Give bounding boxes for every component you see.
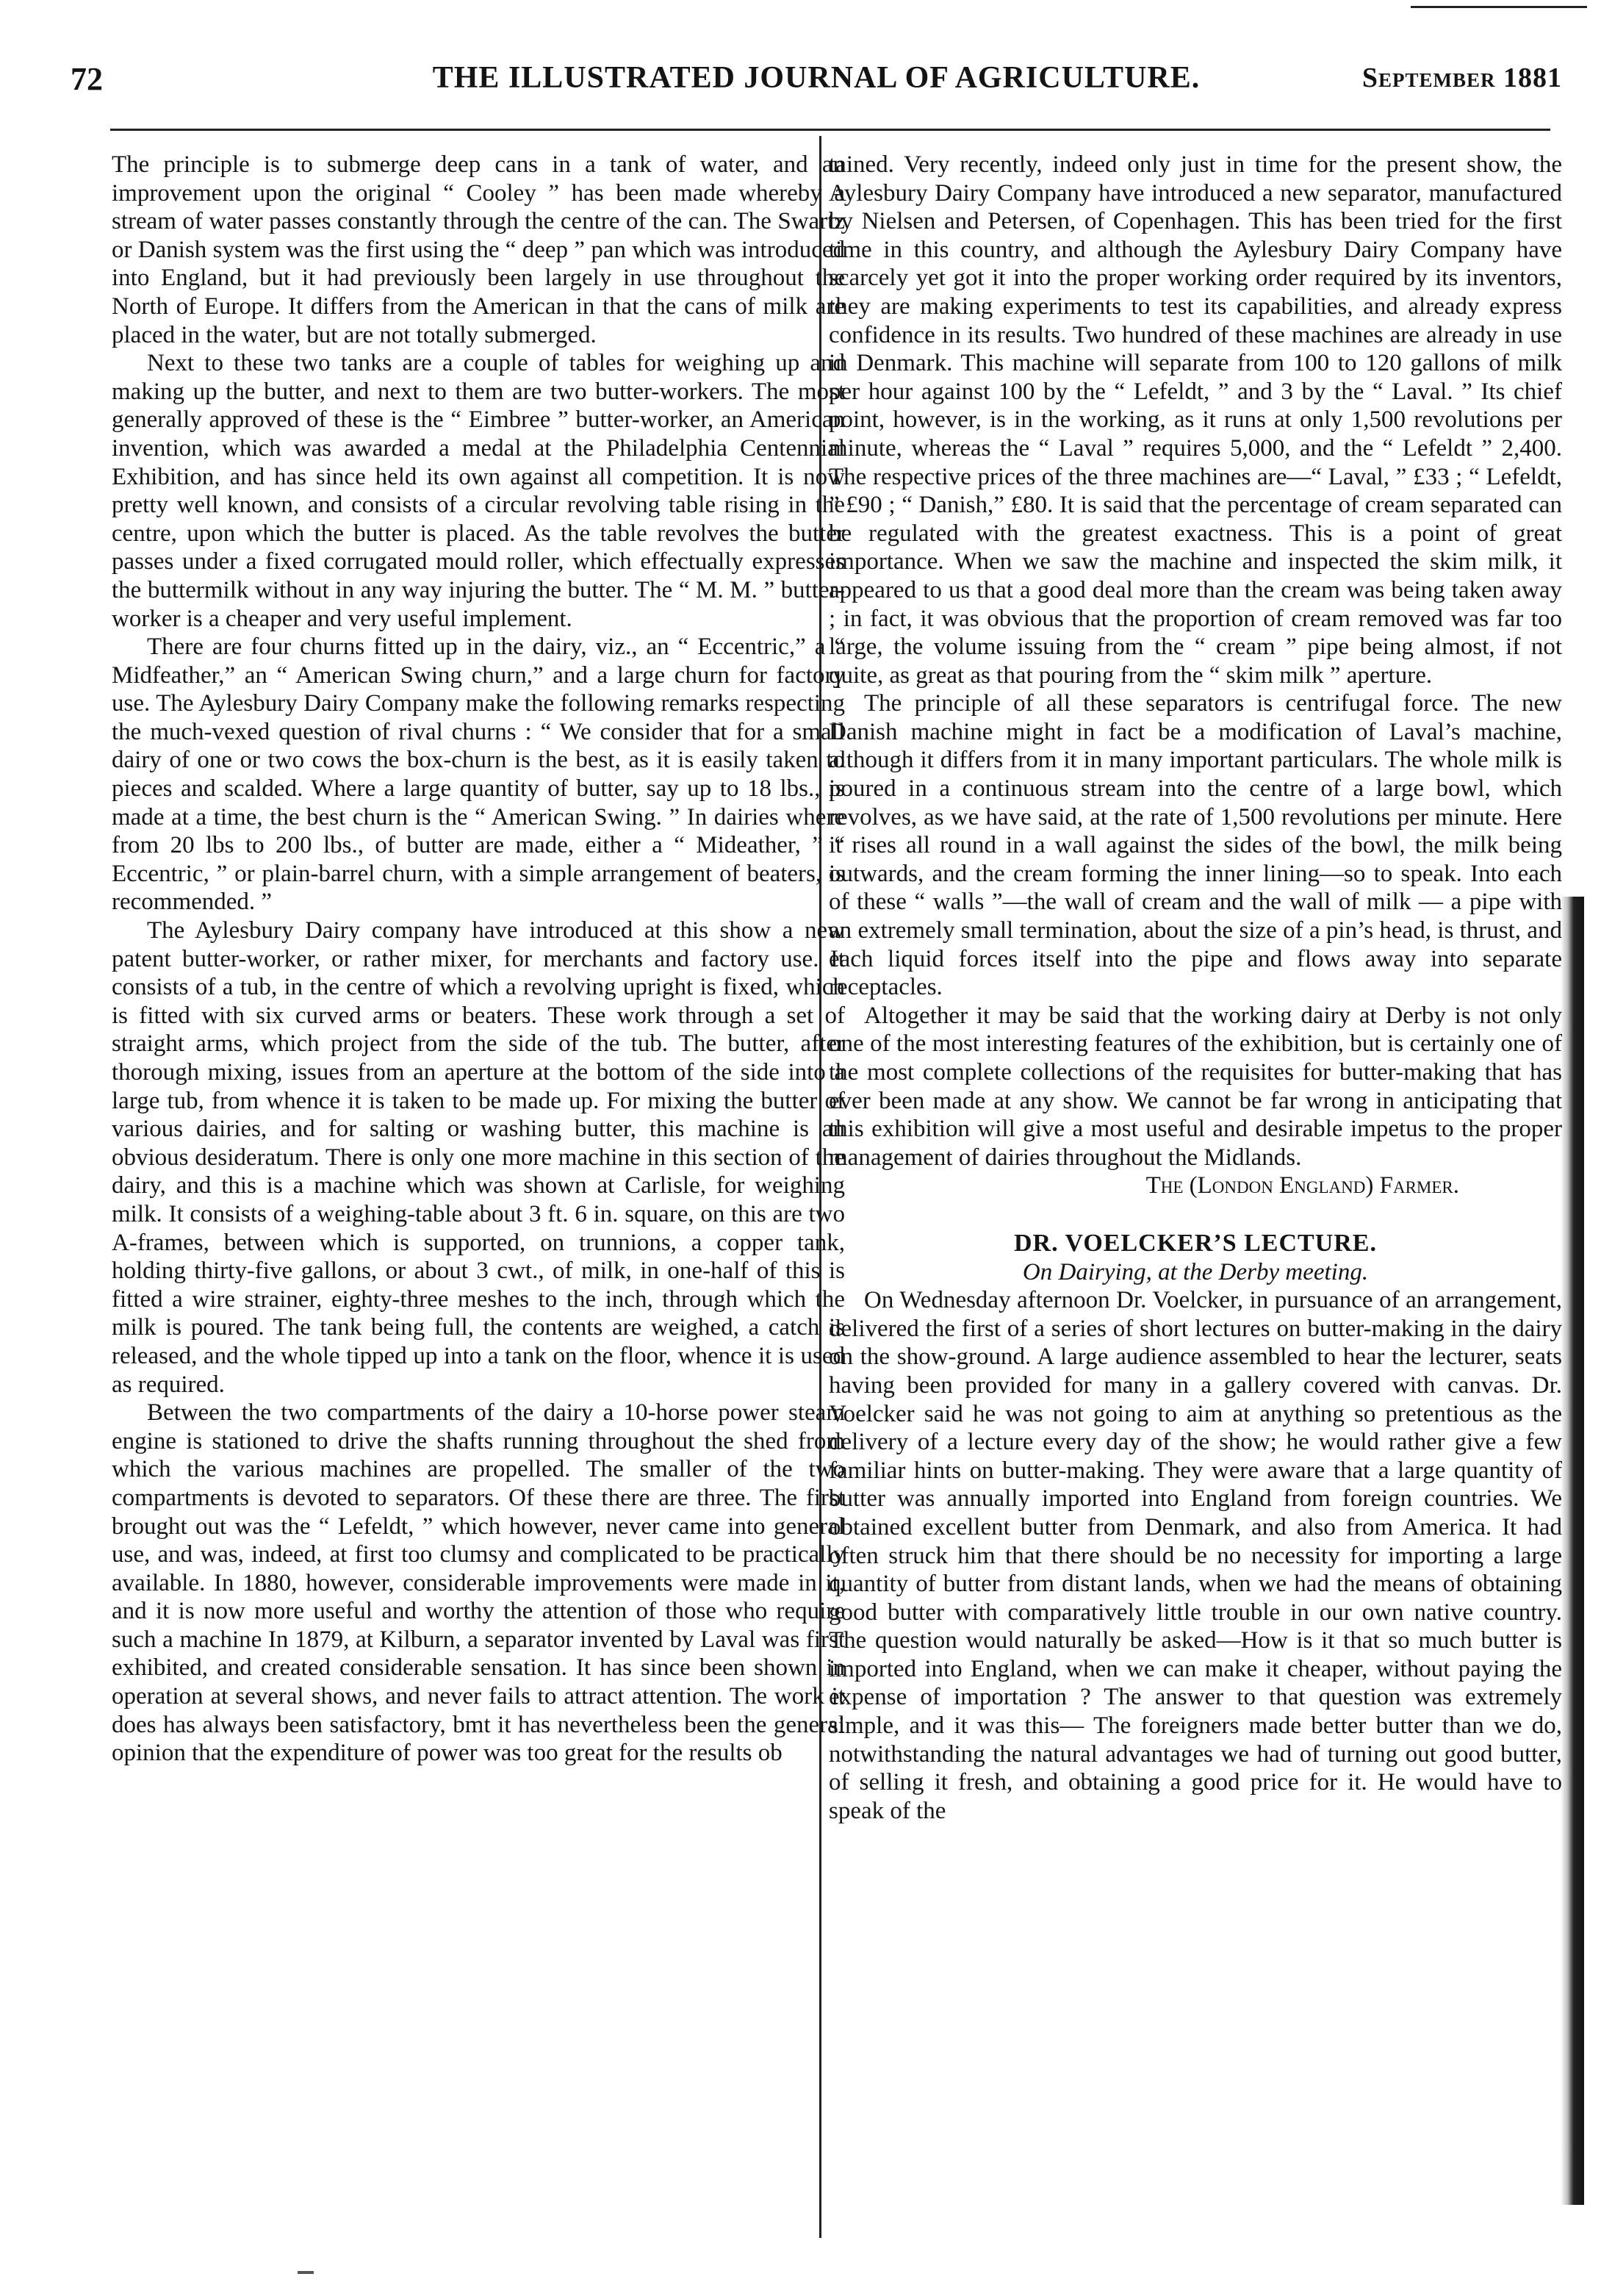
paragraph-churns: There are four churns fitted up in the dairy, viz., an “ Eccentric,” a “ Midfeather,” an “ American Swing churn,” and a large churn for factory use. The Aylesbury Dairy Company make the following remarks respecting the much-vexed question of rival churns : “ We consider that for a small dairy of one or two cows the box-churn is the best, as it is easily taken to pieces and scalded. Where a large quantity of butter, say up to 18 lbs., is made at a time, the best churn is the “ American Swing. ” In dairies where from 20 lbs to 200 lbs., of butter are made, either a “ Mideather, ” “ Eccentric, ” or plain-barrel churn, with a simple arrangement of beaters, is recommended. ” bbox=[112, 634, 845, 916]
header-rule bbox=[110, 129, 1550, 131]
paragraph-danish-separator: tained. Very recently, indeed only just in time for the present show, the Aylesbury Dairy Company have introduced a new separator, manufactured by Nielsen and Petersen, of Copenhagen. This has been tried for the first time in this country, and although the Aylesbury Dairy Company have scarcely yet got it into the proper working order required by its inventors, they are making experiments to test its capabilities, and already express confidence in its results. Two hundred of these machines are already in use in Denmark. This machine will separate from 100 to 120 gallons of milk per hour against 100 by the “ Lefeldt, ” and 3 by the “ Laval. ” Its chief point, however, is in the working, as it runs at only 1,500 revolutions per minute, whereas the “ Laval ” requires 5,000, and the “ Lefeldt ” 2,400. The respective prices of the three machines are—“ Laval, ” £33 ; “ Lefeldt, ” £90 ; “ Danish,” £80. It is said that the percentage of cream separated can be regulated with the greatest exactness. This is a point of great importance. When we saw the machine and inspected the skim milk, it appeared to us that a good deal more than the cream was being taken away ; in fact, it was obvious that the proportion of cream removed was far too large, the volume issuing from the “ cream ” pipe being almost, if not quite, as great as that pouring from the “ skim milk ” aperture. bbox=[829, 151, 1562, 689]
print-mark bbox=[298, 2271, 314, 2274]
article-signature: The (London England) Farmer. bbox=[1145, 1172, 1459, 1199]
paragraph-cooley: The principle is to submerge deep cans in a tank of water, and an improvement upon the original “ Cooley ” has been made whereby a stream of water passes constantly through the centre of the can. The Swartz or Danish system was the first using the “ deep ” pan which was introduced into England, but it had previously been largely in use throughout the North of Europe. It differs from the American in that the cans of milk are placed in the water, but are not totally submerged. bbox=[112, 151, 845, 348]
page-edge-shadow bbox=[1561, 897, 1584, 2205]
right-column bbox=[829, 151, 1562, 1825]
paragraph-butter-mixer: The Aylesbury Dairy company have introduced at this show a new patent butter-worker, or rather mixer, for merchants and factory use. It consists of a tub, in the centre of which a revolving upright is fixed, which is fitted with six curved arms or beaters. These work through a set of straight arms, which project from the side of the tub. The butter, after thorough mixing, issues from an aperture at the bottom of the side into a large tub, from whence it is taken to be made up. For mixing the butter of various dairies, and for salting or washing butter, this machine is an obvious desideratum. There is only one more machine in this section of the dairy, and this is a machine which was shown at Carlisle, for weighing milk. It consists of a weighing-table about 3 ft. 6 in. square, on this are two A-frames, between which is supported, on trunnions, a copper tank, holding thirty-five gallons, or about 3 cwt., of milk, in one-half of this is fitted a wire strainer, eighty-three meshes to the inch, through which the milk is poured. The tank being full, the contents are weighed, a catch is released, and the whole tipped up into a tank on the floor, whence it is used as required. bbox=[112, 917, 845, 1398]
page-number: 72 bbox=[71, 61, 103, 97]
page-header bbox=[71, 60, 1562, 104]
journal-title: THE ILLUSTRATED JOURNAL OF AGRICULTURE. bbox=[432, 61, 1201, 95]
paragraph-derby-dairy: Altogether it may be said that the working dairy at Derby is not only one of the most interesting features of the exhibition, but is certainly one of the most complete collections of the requisites for butter-making that has ever been made at any show. We cannot be far wrong in anticipating that this exhibition will give a most useful and desirable impetus to the proper management of dairies throughout the Midlands. bbox=[829, 1002, 1562, 1171]
issue-date: September 1881 bbox=[1361, 62, 1562, 93]
paragraph-centrifugal-force: The principle of all these separators is centrifugal force. The new Danish machine might in fact be a modification of Laval’s machine, although it differs from it in many important particulars. The whole milk is poured in a continuous stream into the centre of a large bowl, which revolves, as we have said, at the rate of 1,500 revolutions per minute. Here it rises all round in a wall against the sides of the bowl, the milk being outwards, and the cream forming the inner lining—so to speak. Into each of these “ walls ”—the wall of cream and the wall of milk — a pipe with an extremely small termination, about the size of a pin’s head, is thrust, and each liquid forces itself into the pipe and flows away into separate receptacles. bbox=[829, 690, 1562, 1001]
lecture-subtitle: On Dairying, at the Derby meeting. bbox=[1022, 1258, 1369, 1285]
paragraph-separators: Between the two compartments of the dairy a 10-horse power steam engine is stationed to drive the shafts running throughout the shed from which the various machines are propelled. The smaller of the two compartments is devoted to separators. Of these there are three. The first brought out was the “ Lefeldt, ” which however, never came into general use, and was, indeed, at first too clumsy and complicated to be practically available. In 1880, however, considerable improvements were made in it, and it is now more useful and worthy the attention of those who require such a machine In 1879, at Kilburn, a separator invented by Laval was first exhibited, and created considerable sensation. It has since been shown in operation at several shows, and never fails to attract attention. The work it does has always been satisfactory, bmt it has nevertheless been the general opinion that the expenditure of power was too great for the results ob bbox=[112, 1399, 845, 1767]
left-column bbox=[112, 151, 845, 1768]
top-corner-rule bbox=[1411, 6, 1587, 8]
lecture-title: DR. VOELCKER’S LECTURE. bbox=[1013, 1229, 1377, 1257]
paragraph-butter-workers: Next to these two tanks are a couple of tables for weighing up and making up the butter, and next to them are two butter-workers. The most generally approved of these is the “ Eimbree ” butter-worker, an American invention, which was awarded a medal at the Philadelphia Centennial Exhibition, and has since held its own against all competition. It is now pretty well known, and consists of a circular revolving table rising in the centre, upon which the butter is placed. As the table revolves the butter passes under a fixed corrugated mould roller, which effectually expresses the buttermilk without in any way injuring the butter. The “ M. M. ” butter-worker is a cheaper and very useful implement. bbox=[112, 350, 845, 632]
paragraph-lecture: On Wednesday afternoon Dr. Voelcker, in pursuance of an arrangement, delivered the first of a series of short lectures on butter-making in the dairy on the show-ground. A large audience assembled to hear the lecturer, seats having been provided for many in a gallery covered with canvas. Dr. Voelcker said he was not going to aim at anything so pretentious as the delivery of a lecture every day of the show; he would rather give a few familiar hints on butter-making. They were aware that a large quantity of butter was annually imported into England from foreign countries. We obtained excellent butter from Denmark, and also from America. It had often struck him that there should be no necessity for importing a large quantity of butter from distant lands, when we had the means of obtaining good butter with comparatively little trouble in our own native country. The question would naturally be asked—How is it that so much butter is imported into England, when we can make it cheaper, without paying the expense of importation ? The answer to that question was extremely simple, and it was this— The foreigners made better butter than we do, notwithstanding the natural advantages we had of turning out good butter, of selling it fresh, and obtaining a good price for it. He would have to speak of the bbox=[829, 1287, 1562, 1824]
